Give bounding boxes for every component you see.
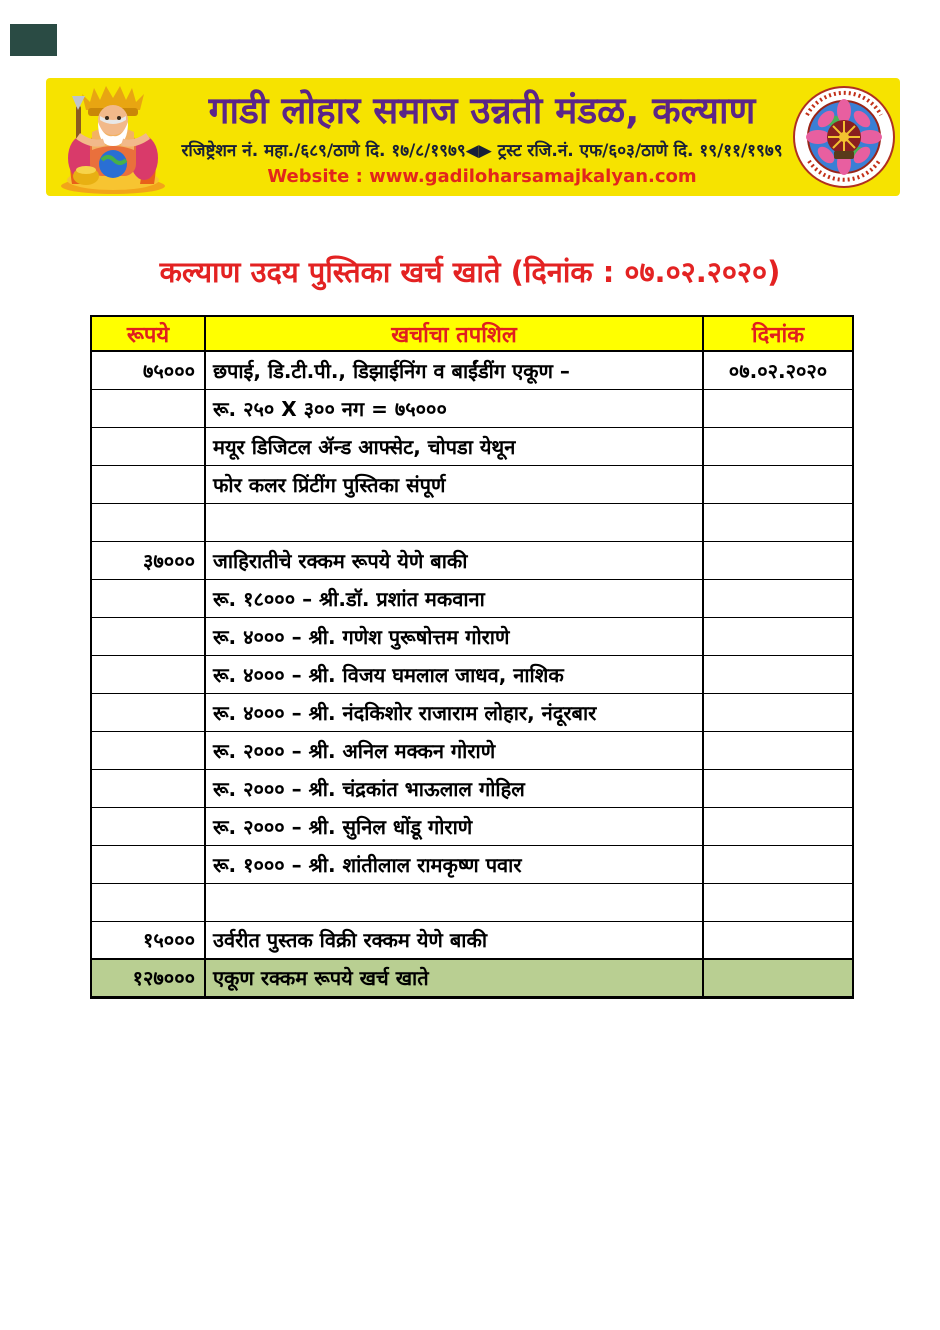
detail-cell: रू. ४००० – श्री. नंदकिशोर राजाराम लोहार, नंदूरबार (205, 693, 703, 731)
table-row (91, 845, 853, 883)
table-row (91, 617, 853, 655)
expense-table (90, 315, 854, 999)
detail-cell (205, 503, 703, 541)
detail-cell: रू. २००० – श्री. सुनिल धोंडू गोराणे (205, 807, 703, 845)
table-row (91, 579, 853, 617)
amount-cell (91, 579, 205, 617)
society-seal-icon (793, 85, 895, 189)
date-cell (703, 617, 853, 655)
society-name-title: गाडी लोहार समाज उन्नती मंडळ, कल्याण (208, 89, 756, 132)
date-cell (703, 541, 853, 579)
table-row (91, 465, 853, 503)
table-row (91, 389, 853, 427)
table-row (91, 883, 853, 921)
detail-cell: रू. १००० – श्री. शांतीलाल रामकृष्ण पवार (205, 845, 703, 883)
vishwakarma-deity-icon (52, 80, 174, 194)
expense-table-body (91, 351, 853, 997)
table-row (91, 921, 853, 959)
table-row (91, 427, 853, 465)
amount-cell (91, 883, 205, 921)
amount-cell (91, 769, 205, 807)
table-row (91, 807, 853, 845)
amount-cell (91, 731, 205, 769)
detail-cell (205, 883, 703, 921)
date-cell (703, 731, 853, 769)
total-row (91, 959, 853, 997)
date-cell (703, 655, 853, 693)
date-cell (703, 693, 853, 731)
date-cell (703, 503, 853, 541)
date-cell (703, 921, 853, 959)
detail-cell: रू. २५० X ३०० नग = ७५००० (205, 389, 703, 427)
date-cell (703, 807, 853, 845)
detail-cell: उर्वरीत पुस्तक विक्री रक्कम येणे बाकी (205, 921, 703, 959)
amount-cell (91, 503, 205, 541)
amount-cell: ७५००० (91, 351, 205, 389)
amount-cell (91, 845, 205, 883)
detail-cell: एकूण रक्कम रूपये खर्च खाते (205, 959, 703, 997)
amount-cell: १२७००० (91, 959, 205, 997)
amount-cell (91, 427, 205, 465)
date-cell (703, 845, 853, 883)
date-cell (703, 579, 853, 617)
amount-cell: १५००० (91, 921, 205, 959)
detail-cell: जाहिरातीचे रक्कम रूपये येणे बाकी (205, 541, 703, 579)
detail-cell: रू. ४००० – श्री. विजय घमलाल जाधव, नाशिक (205, 655, 703, 693)
page-title: कल्याण उदय पुस्तिका खर्च खाते (दिनांक : ०७.०२.२०२०) (159, 255, 781, 289)
date-cell (703, 959, 853, 997)
registration-line: रजिष्ट्रेशन नं. महा./६८९/ठाणे दि. १७/८/१९७९◀▶ ट्रस्ट रजि.नं. एफ/६०३/ठाणे दि. १९/११/१९७९ (181, 141, 783, 161)
table-row (91, 541, 853, 579)
society-header-banner (46, 78, 900, 196)
date-cell (703, 389, 853, 427)
amount-cell (91, 655, 205, 693)
table-header-row (91, 316, 853, 351)
amount-cell (91, 389, 205, 427)
header-detail: खर्चाचा तपशिल (205, 316, 703, 351)
amount-cell (91, 617, 205, 655)
detail-cell: छपाई, डि.टी.पी., डिझाईनिंग व बाईंडींग एकूण – (205, 351, 703, 389)
detail-cell: रू. १८००० – श्री.डॉ. प्रशांत मकवाना (205, 579, 703, 617)
amount-cell (91, 693, 205, 731)
detail-cell: मयूर डिजिटल ॲन्ड आफ्सेट, चोपडा येथून (205, 427, 703, 465)
table-row (91, 503, 853, 541)
amount-cell (91, 807, 205, 845)
amount-cell: ३७००० (91, 541, 205, 579)
detail-cell: रू. २००० – श्री. अनिल मक्कन गोराणे (205, 731, 703, 769)
scan-corner-mark (10, 24, 57, 56)
table-row (91, 693, 853, 731)
website-line: Website : www.gadiloharsamajkalyan.com (267, 166, 697, 187)
date-cell: ०७.०२.२०२० (703, 351, 853, 389)
detail-cell: रू. ४००० – श्री. गणेश पुरूषोत्तम गोराणे (205, 617, 703, 655)
amount-cell (91, 465, 205, 503)
table-row (91, 655, 853, 693)
table-row (91, 731, 853, 769)
header-date: दिनांक (703, 316, 853, 351)
detail-cell: फोर कलर प्रिंटींग पुस्तिका संपूर्ण (205, 465, 703, 503)
header-amount: रूपये (91, 316, 205, 351)
detail-cell: रू. २००० – श्री. चंद्रकांत भाऊलाल गोहिल (205, 769, 703, 807)
date-cell (703, 769, 853, 807)
date-cell (703, 427, 853, 465)
table-row (91, 351, 853, 389)
date-cell (703, 465, 853, 503)
date-cell (703, 883, 853, 921)
table-row (91, 769, 853, 807)
